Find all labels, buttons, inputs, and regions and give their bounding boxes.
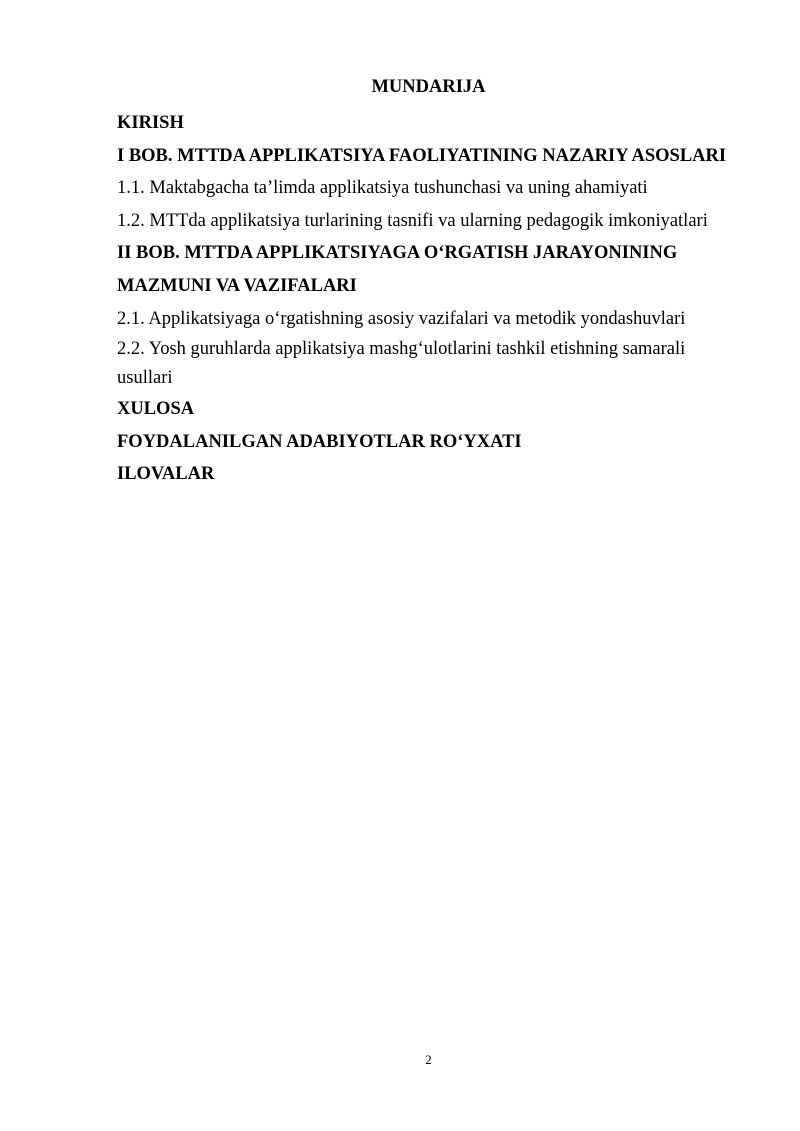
toc-item-section-1-2: 1.2. MTTda applikatsiya turlarining tasnifi va ularning pedagogik imkoniyatlari xyxy=(117,210,708,231)
page-number: 2 xyxy=(425,1052,432,1067)
page-title: MUNDARIJA xyxy=(371,77,486,97)
toc-item-chapter-1: I BOB. MTTDA APPLIKATSIYA FAOLIYATINING NAZARIY ASOSLARI xyxy=(117,145,727,166)
toc-item-chapter-2: II BOB. MTTDA APPLIKATSIYAGA O‘RGATISH JARAYONINING MAZMUNI VA VAZIFALARI xyxy=(117,243,678,296)
toc-item-section-1-1: 1.1. Maktabgacha ta’limda applikatsiya tushunchasi va uning ahamiyati xyxy=(117,178,648,199)
toc-item-section-2-1: 2.1. Applikatsiyaga o‘rgatishning asosiy vazifalari va metodik yondashuvlari xyxy=(117,308,686,329)
table-of-contents xyxy=(117,107,729,491)
toc-item-kirish: KIRISH xyxy=(117,113,184,133)
toc-item-section-2-2: 2.2. Yosh guruhlarda applikatsiya mashg‘ulotlarini tashkil etishning samarali usullari xyxy=(117,339,686,389)
toc-item-adabiyotlar: FOYDALANILGAN ADABIYOTLAR RO‘YXATI xyxy=(117,431,522,452)
toc-item-ilovalar: ILOVALAR xyxy=(117,464,215,485)
toc-item-xulosa: XULOSA xyxy=(117,399,195,420)
